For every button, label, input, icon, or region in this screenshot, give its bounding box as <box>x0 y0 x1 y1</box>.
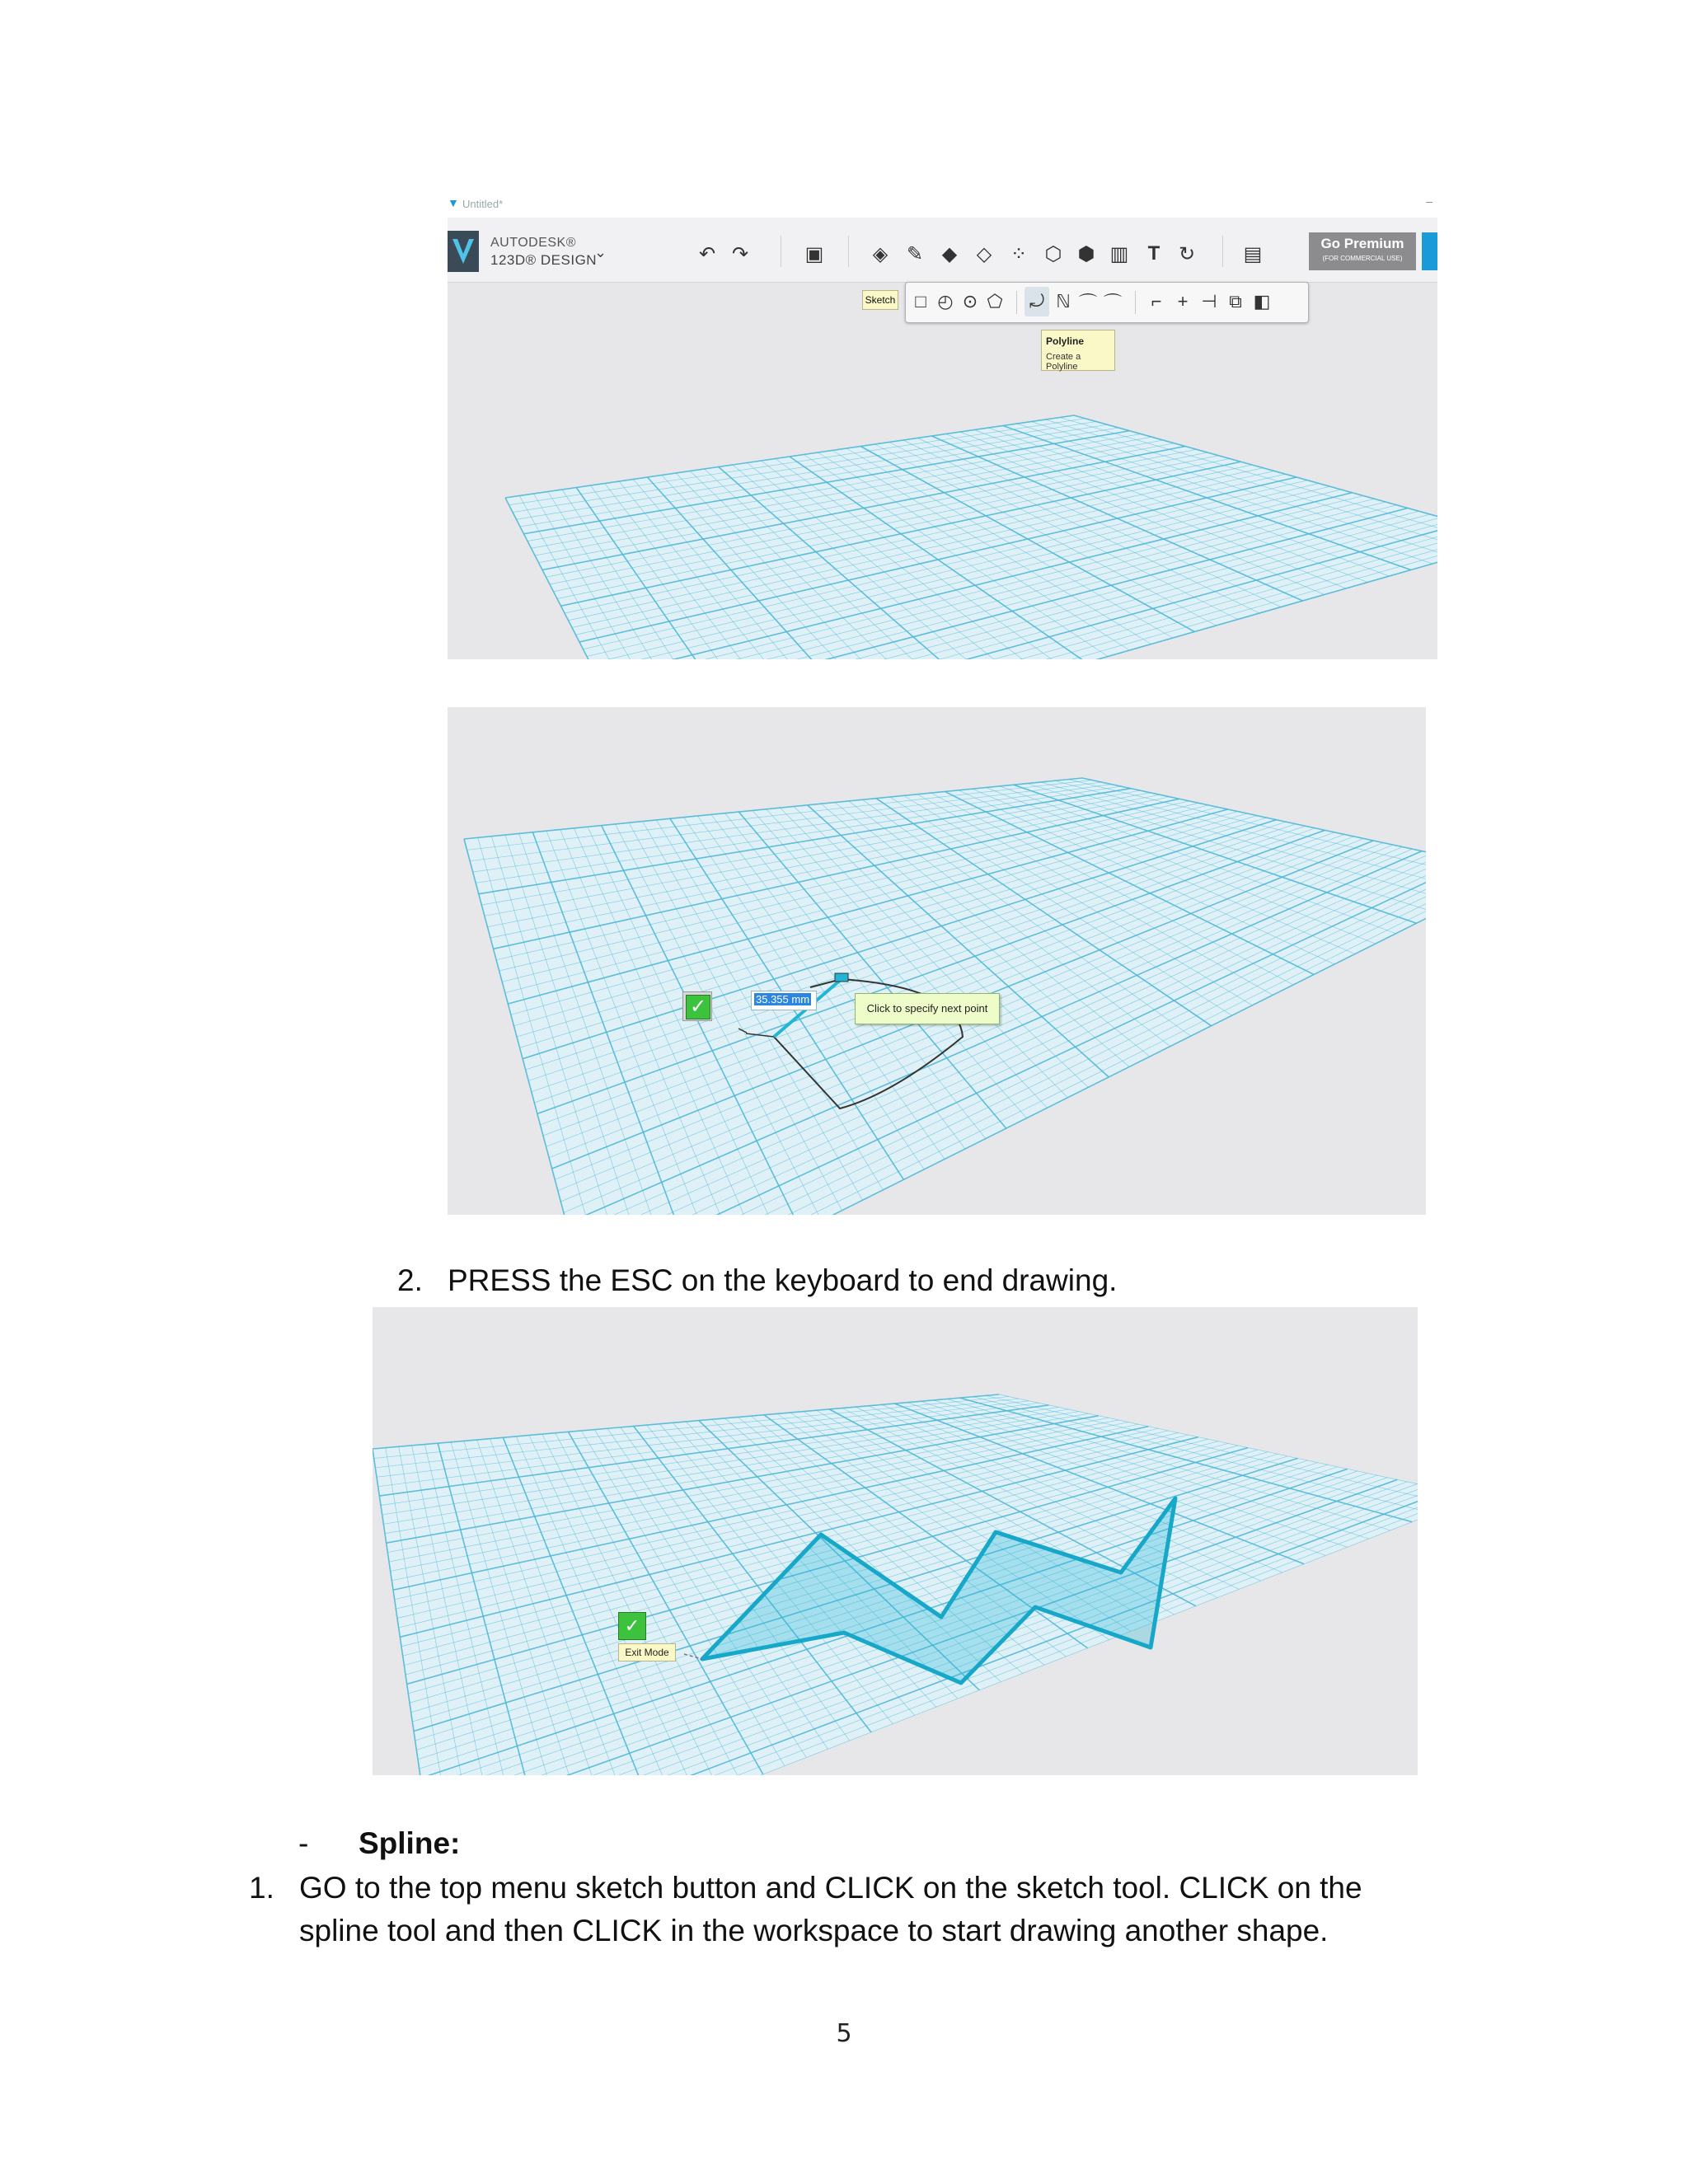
toolbar-separator <box>1135 291 1136 314</box>
title-bar <box>448 193 1437 218</box>
exit-mode-tooltip: Exit Mode <box>618 1643 676 1661</box>
polygon-icon[interactable]: ⬠ <box>987 291 1003 312</box>
polyline-sketch <box>448 707 1426 1215</box>
project-icon[interactable]: ◧ <box>1253 291 1271 312</box>
three-point-arc-icon[interactable]: ⌒ <box>1103 292 1122 313</box>
import-icon[interactable]: ▣ <box>804 242 824 265</box>
two-point-arc-icon[interactable]: ⌒ <box>1078 292 1097 313</box>
app-menu-arrow-icon[interactable]: ▼ <box>448 196 459 209</box>
primitives-icon[interactable]: ◈ <box>872 242 889 265</box>
go-premium-label: Go Premium <box>1320 236 1404 251</box>
minimize-button[interactable]: – <box>1426 194 1432 208</box>
window-title: Untitled* <box>462 198 504 210</box>
sketch-group-label: Sketch <box>862 290 898 310</box>
step-text: PRESS the ESC on the keyboard to end drawing. <box>448 1263 1118 1297</box>
ellipse-icon[interactable]: ⊙ <box>962 291 978 312</box>
toolbar-separator <box>848 236 849 267</box>
measure-icon[interactable]: ▥ <box>1109 242 1129 265</box>
offset-icon[interactable]: ⧉ <box>1229 291 1242 312</box>
toolbar-separator <box>1222 236 1223 267</box>
closed-polyline-shape <box>373 1307 1418 1775</box>
construct-icon[interactable]: ◆ <box>941 242 958 265</box>
app-screenshot-polyline-tool <box>448 193 1437 659</box>
polyline-tooltip <box>1041 330 1115 371</box>
extend-icon[interactable]: ⊣ <box>1201 291 1217 312</box>
redo-icon[interactable]: ↷ <box>731 242 749 265</box>
snap-icon[interactable]: ↻ <box>1178 242 1196 265</box>
tooltip-description: Create a Polyline <box>1046 352 1081 372</box>
page-number: 5 <box>836 2019 852 2048</box>
sign-in-button[interactable] <box>1422 232 1437 270</box>
sketch-tools-flyout <box>905 282 1309 323</box>
app-screenshot-finished-polyline <box>373 1307 1418 1775</box>
tooltip-title: Polyline <box>1046 335 1085 347</box>
step-text-line-2: spline tool and then CLICK in the workspace to start drawing another shape. <box>299 1914 1329 1947</box>
length-value: 35.355 mm <box>756 993 810 1005</box>
brand-line-2: 123D® DESIGN <box>490 252 598 268</box>
undo-icon[interactable]: ↶ <box>698 242 716 265</box>
autodesk-logo-icon[interactable] <box>448 231 479 272</box>
sketch-icon[interactable]: ✎ <box>906 242 924 265</box>
polyline-icon[interactable]: ⤾ <box>1029 291 1045 312</box>
finish-check-button[interactable] <box>682 991 712 1021</box>
go-premium-sublabel: (FOR COMMERCIAL USE) <box>1322 255 1403 262</box>
material-icon[interactable]: ▤ <box>1243 242 1263 265</box>
step-number: 1. <box>249 1871 274 1905</box>
step-number: 2. <box>397 1263 423 1297</box>
finish-check-button[interactable]: ✓ <box>618 1612 646 1640</box>
length-input[interactable] <box>751 991 817 1010</box>
circle-icon[interactable]: ◴ <box>937 291 954 312</box>
next-point-tooltip: Click to specify next point <box>855 993 1000 1024</box>
chevron-down-icon[interactable]: ⌄ <box>594 244 607 260</box>
step-text-line-1: GO to the top menu sketch button and CLICK on the sketch tool. CLICK on the <box>299 1871 1362 1905</box>
go-premium-button[interactable] <box>1309 232 1416 270</box>
modify-icon[interactable]: ◇ <box>976 242 992 265</box>
section-heading: Spline: <box>359 1826 461 1860</box>
toolbar-separator <box>1016 291 1017 314</box>
pattern-icon[interactable]: ⁘ <box>1010 242 1028 265</box>
grouping-icon[interactable]: ⬡ <box>1044 242 1062 265</box>
bullet-dash: - <box>298 1826 309 1860</box>
rectangle-icon[interactable]: □ <box>915 291 926 312</box>
brand-line-1: AUTODESK® <box>490 236 577 250</box>
trim-icon[interactable]: + <box>1177 291 1189 312</box>
combine-icon[interactable]: ⬢ <box>1077 242 1095 265</box>
app-screenshot-drawing-polyline <box>448 707 1426 1215</box>
text-icon[interactable]: T <box>1147 242 1160 265</box>
checkmark-icon: ✓ <box>686 995 710 1019</box>
main-toolbar <box>448 218 1437 283</box>
fillet-icon[interactable]: ⌐ <box>1151 291 1162 312</box>
spline-icon[interactable]: ℕ <box>1056 291 1071 312</box>
